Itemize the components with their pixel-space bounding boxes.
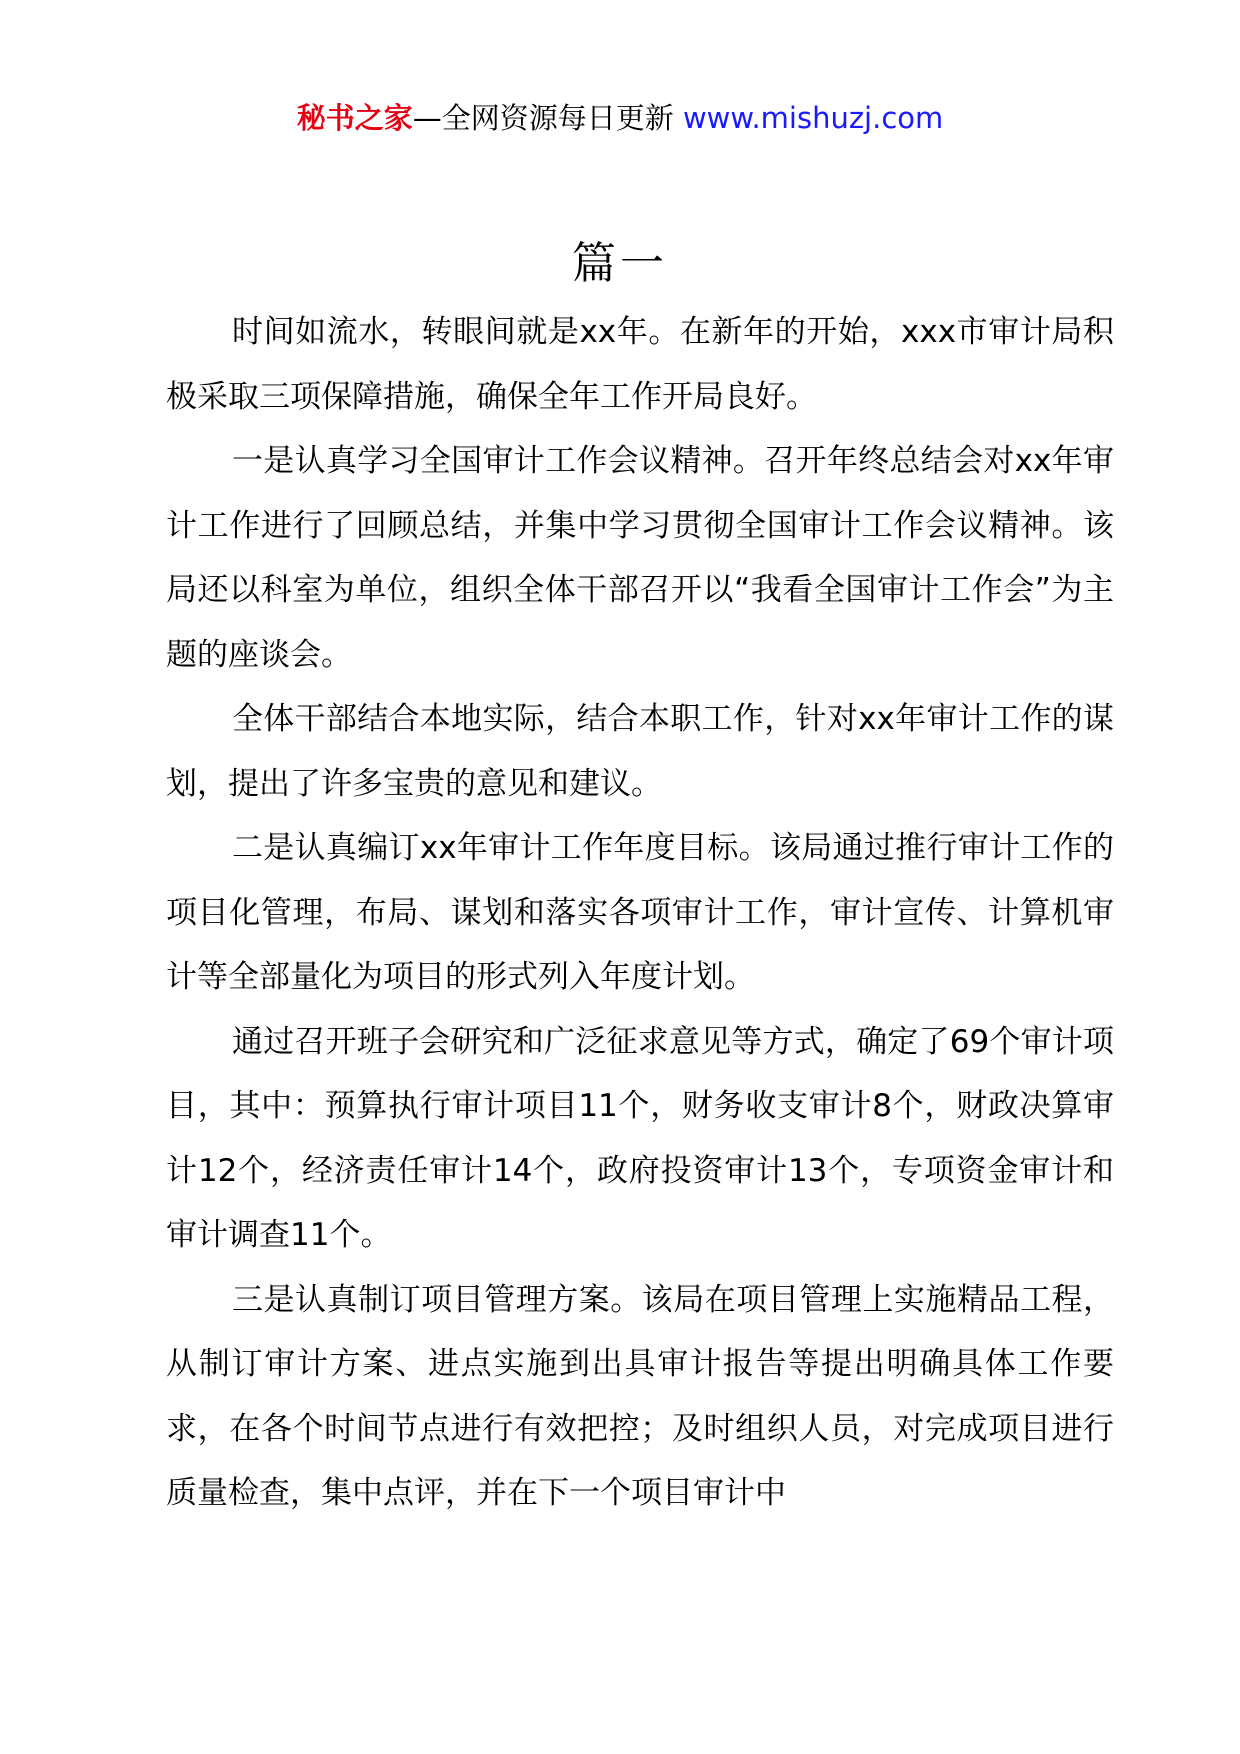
- paragraph-4: 二是认真编订xx年审计工作年度目标。该局通过推行审计工作的项目化管理，布局、谋划和落实各项审计工作，审计宣传、计算机审计等全部量化为项目的形式列入年度计划。: [166, 830, 1114, 995]
- header-brand: 秘书之家: [296, 101, 413, 135]
- header-url-link[interactable]: www.mishuzj.com: [682, 101, 944, 135]
- paragraph-3: 全体干部结合本地实际，结合本职工作，针对xx年审计工作的谋划，提出了许多宝贵的意见和建议。: [166, 701, 1114, 802]
- paragraph-6: 三是认真制订项目管理方案。该局在项目管理上实施精品工程，从制订审计方案、进点实施到出具审计报告等提出明确具体工作要求，在各个时间节点进行有效把控；及时组织人员，对完成项目进行质量检查，集中点评，并在下一个项目审计中: [166, 1281, 1114, 1511]
- paragraph-1: 时间如流水，转眼间就是xx年。在新年的开始，xxx市审计局积极采取三项保障措施，确保全年工作开局良好。: [166, 314, 1114, 415]
- paragraph-5: 通过召开班子会研究和广泛征求意见等方式，确定了69个审计项目，其中：预算执行审计项目11个，财务收支审计8个，财政决算审计12个，经济责任审计14个，政府投资审计13个，专项资金审计和审计调查11个。: [166, 1023, 1114, 1253]
- document-title: 篇一: [572, 238, 668, 289]
- header-slogan: —全网资源每日更新: [412, 101, 683, 135]
- page-header: [0, 98, 1240, 138]
- paragraph-2: 一是认真学习全国审计工作会议精神。召开年终总结会对xx年审计工作进行了回顾总结，并集中学习贯彻全国审计工作会议精神。该局还以科室为单位，组织全体干部召开以“我看全国审计工作会”为主题的座谈会。: [166, 443, 1114, 673]
- document-body: [166, 300, 1114, 1526]
